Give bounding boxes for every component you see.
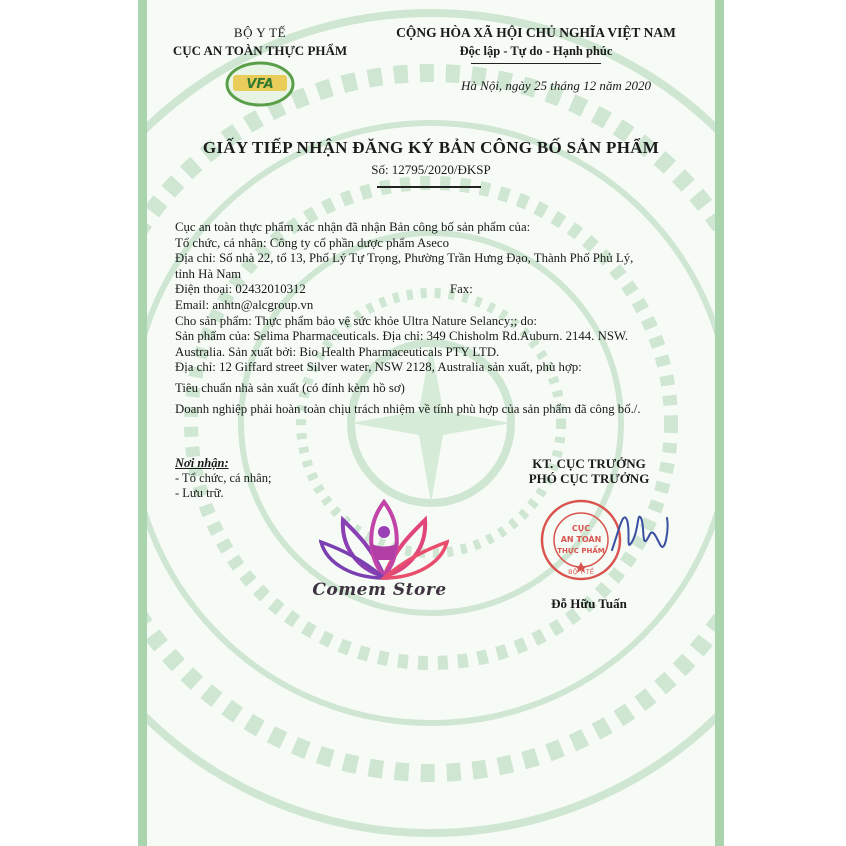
svg-text:BỘ Y TẾ: BỘ Y TẾ — [568, 568, 594, 576]
address-line: Địa chỉ: Số nhà 22, tổ 13, Phố Lý Tự Trọng, Phường Trần Hưng Đạo, Thành Phố Phủ Lý, — [175, 251, 634, 266]
maker-line-cont: Australia. Sản xuất bởi: Bio Health Pharmaceuticals PTY LTD. — [175, 344, 500, 359]
document-title: GIẤY TIẾP NHẬN ĐĂNG KÝ BẢN CÔNG BỐ SẢN PHẨM — [202, 138, 660, 157]
product-line: Cho sản phẩm: Thực phẩm bảo vệ sức khỏe Ultra Nature Selancy;; do: — [175, 313, 537, 328]
svg-text:VFA: VFA — [246, 77, 274, 92]
svg-text:AN TOÀN: AN TOÀN — [560, 535, 602, 544]
responsibility-line: Doanh nghiệp phải hoàn toàn chịu trách nhiệm về tính phù hợp của sản phẩm đã công bố./. — [175, 401, 641, 416]
fax-line: Fax: — [450, 282, 473, 297]
svg-text:THỰC PHẨM: THỰC PHẨM — [557, 547, 605, 555]
motto-underline — [471, 63, 601, 64]
issue-date: Hà Nội, ngày 25 tháng 12 năm 2020 — [461, 78, 651, 93]
vfa-logo-icon — [225, 61, 295, 107]
document-number-underline — [377, 186, 481, 188]
recipients-block — [175, 456, 271, 501]
signer-title: KT. CỤC TRƯỞNG — [532, 456, 646, 471]
recipient-item: - Lưu trữ. — [175, 486, 224, 500]
handwritten-signature-icon — [607, 500, 677, 570]
lotus-store-logo-icon — [319, 498, 449, 582]
signature-title-block — [499, 456, 679, 486]
email-line: Email: anhtn@alcgroup.vn — [175, 297, 314, 312]
nation-motto: Độc lập - Tự do - Hạnh phúc — [459, 44, 613, 58]
certificate-content — [147, 0, 715, 846]
phone-line: Điện thoại: 02432010312 — [175, 282, 306, 297]
ministry-name: BỘ Y TẾ — [233, 25, 287, 40]
maker-line: Sản phẩm của: Selima Pharmaceuticals. Địa chỉ: 349 Chisholm Rd.Auburn. 2144. NSW. — [175, 329, 629, 344]
agency-name: CỤC AN TOÀN THỰC PHẨM — [172, 43, 348, 58]
intro-line: Cục an toàn thực phẩm xác nhận đã nhận Bản công bố sản phẩm của: — [175, 220, 531, 234]
nation-name: CỘNG HÒA XÃ HỘI CHỦ NGHĨA VIỆT NAM — [396, 25, 676, 40]
signer-name: Đỗ Hữu Tuấn — [551, 596, 627, 611]
certificate-page — [138, 0, 724, 846]
nation-header — [371, 25, 701, 94]
organization-line: Tổ chức, cá nhân: Công ty cổ phần dược phẩm Aseco — [175, 235, 450, 250]
recipients-heading: Nơi nhận: — [175, 456, 229, 470]
recipient-item: - Tổ chức, cá nhân; — [175, 471, 272, 485]
signer-subtitle: PHÓ CỤC TRƯỞNG — [528, 471, 650, 486]
contact-row — [175, 282, 705, 298]
document-number: Số: 12795/2020/ĐKSP — [371, 162, 491, 177]
issuer-header — [167, 25, 353, 107]
factory-address-line: Địa chỉ: 12 Giffard street Silver water, NSW 2128, Australia sản xuất, phù hợp: — [175, 360, 582, 375]
address-line-cont: tỉnh Hà Nam — [175, 266, 242, 281]
standard-line: Tiêu chuẩn nhà sản xuất (có đính kèm hồ sơ) — [175, 380, 405, 395]
svg-text:CỤC: CỤC — [571, 524, 591, 533]
document-body — [175, 220, 705, 417]
store-watermark-name: Comem Store — [312, 580, 447, 600]
